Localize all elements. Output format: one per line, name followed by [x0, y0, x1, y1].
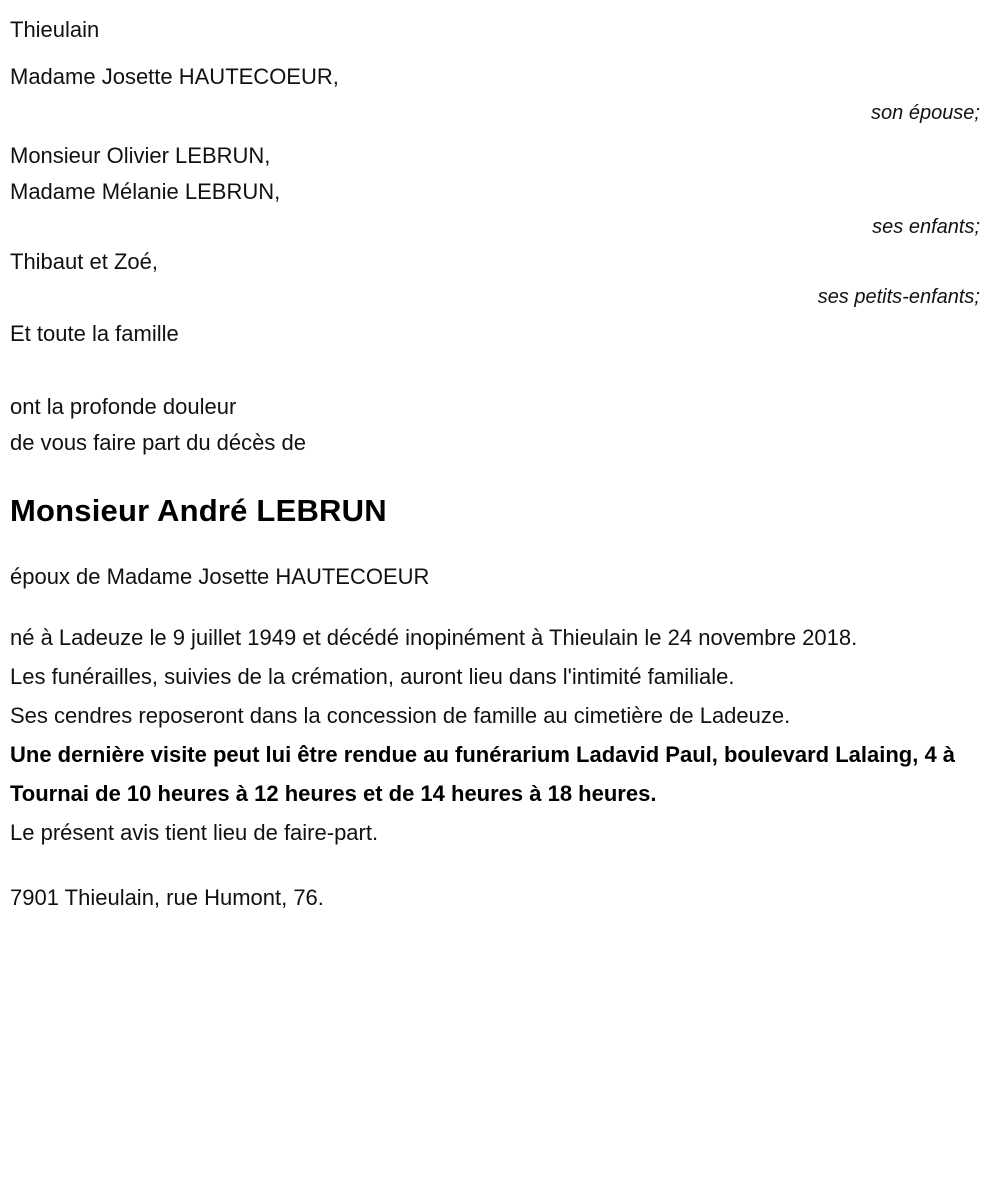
spacer — [10, 353, 990, 389]
spacer — [10, 130, 990, 138]
locality-line: Thieulain — [10, 17, 100, 42]
spacer — [10, 596, 990, 618]
family-member-name: Madame Josette HAUTECOEUR, — [10, 64, 339, 89]
family-member-name: Thibaut et Zoé, — [10, 249, 158, 274]
funeral-paragraph: Les funérailles, suivies de la crémation, auront lieu dans l'intimité familiale. — [10, 664, 735, 689]
ashes-paragraph: Ses cendres reposeront dans la concession de famille au cimetière de Ladeuze. — [10, 703, 791, 728]
family-member-name: Madame Mélanie LEBRUN, — [10, 179, 281, 204]
family-entry-grandchildren — [10, 244, 990, 314]
spacer — [10, 461, 990, 491]
announcement-line-2: de vous faire part du décès de — [10, 430, 306, 455]
notice-paragraph: Le présent avis tient lieu de faire-part. — [10, 820, 379, 845]
family-role-label: ses petits-enfants; — [817, 286, 980, 308]
family-entry-children — [10, 138, 990, 244]
deceased-spouse-line: époux de Madame Josette HAUTECOEUR — [10, 564, 430, 589]
family-member-name: Monsieur Olivier LEBRUN, — [10, 143, 271, 168]
family-role-label: ses enfants; — [872, 216, 980, 238]
family-role-label: son épouse; — [871, 102, 980, 124]
visit-paragraph: Une dernière visite peut lui être rendue au funérarium Ladavid Paul, boulevard Lalaing, 4 à Tournai de 10 heures à 12 heures et de 14 heures à 18 heures. — [10, 742, 956, 806]
birth-death-paragraph: né à Ladeuze le 9 juillet 1949 et décédé inopinément à Thieulain le 24 novembre 2018. — [10, 625, 858, 650]
family-member-name: Et toute la famille — [10, 321, 179, 346]
family-entry-spouse — [10, 57, 990, 130]
spacer — [10, 49, 990, 57]
announcement-line-1: ont la profonde douleur — [10, 394, 237, 419]
address-line: 7901 Thieulain, rue Humont, 76. — [10, 885, 324, 910]
deceased-name: Monsieur André LEBRUN — [10, 493, 387, 528]
spacer — [10, 531, 990, 557]
family-entry-rest — [10, 314, 990, 353]
spacer — [10, 852, 990, 878]
